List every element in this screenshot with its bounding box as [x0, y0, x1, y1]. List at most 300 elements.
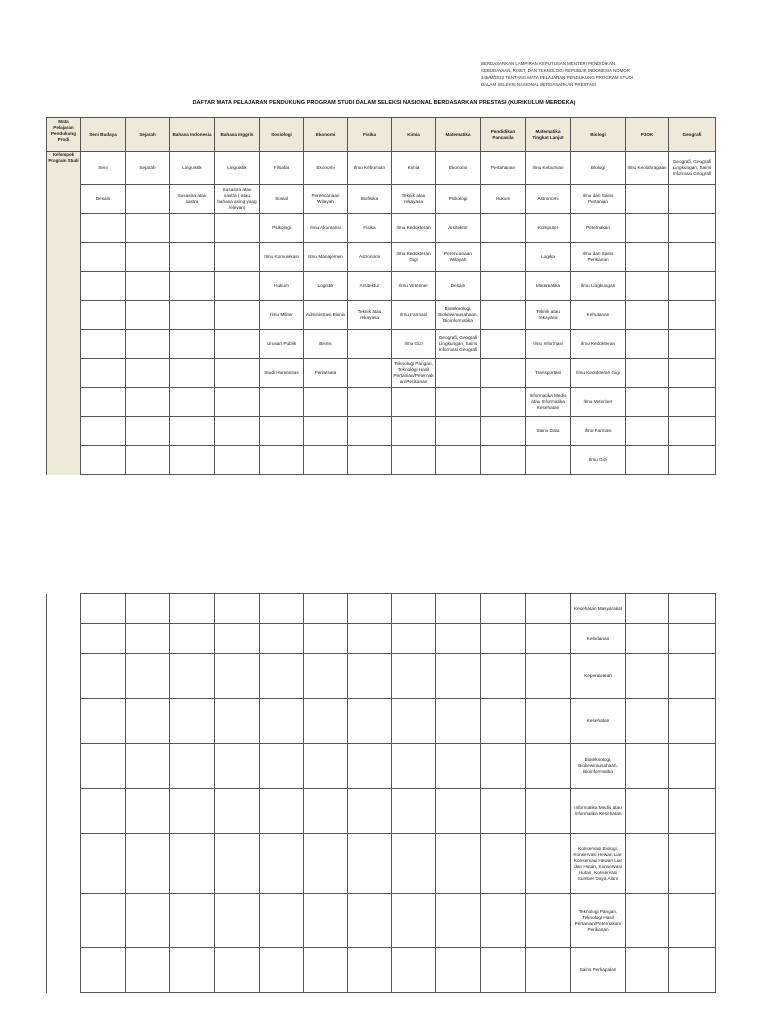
- table-cell: [215, 894, 260, 948]
- reference-note: BERDASARKAN LAMPIRAN KEPUTUSAN MENTERI PENDIDIKAN, KEBUDAYAAN, RISET, DAN TEKNOLOGI REPUBLIK INDONESIA NOMOR 345/M/2022 TENTANG MATA PELAJARAN PENDUKUNG PROGRAM STUDI DALAM SELEKSI NASIONAL BERDASARKAN PRESTASI: [481, 61, 633, 88]
- table-cell: [626, 699, 669, 744]
- table-cell: [304, 624, 348, 654]
- table-cell: [626, 272, 669, 301]
- table-cell: [436, 417, 481, 446]
- table-cell: Ilmu Gizi: [571, 446, 626, 475]
- table-row: [47, 446, 716, 475]
- table-cell: [215, 272, 260, 301]
- table-cell: [170, 789, 215, 834]
- table-cell: Urusan Publik: [260, 330, 304, 359]
- table-cell: [81, 330, 126, 359]
- table-cell: [126, 185, 170, 214]
- corner-header: Mata Pelajaran Pendukung Prodi: [47, 118, 81, 152]
- table-cell: [170, 214, 215, 243]
- table-cell: [215, 594, 260, 624]
- table-cell: [392, 948, 436, 993]
- table-cell: [304, 654, 348, 699]
- table-cell: Astronomi: [526, 185, 571, 214]
- table-cell: [81, 446, 126, 475]
- table-cell: [626, 185, 669, 214]
- table-cell: [481, 834, 526, 894]
- table-cell: [481, 594, 526, 624]
- table-cell: [170, 272, 215, 301]
- row-group-cell: [47, 699, 81, 744]
- table-cell: [481, 272, 526, 301]
- table-cell: [126, 214, 170, 243]
- table-cell: Informatika Medis atau Informatika Kesehatan: [571, 789, 626, 834]
- table-cell: [436, 654, 481, 699]
- table-cell: [392, 789, 436, 834]
- column-header: Sejarah: [126, 118, 170, 152]
- table-cell: [348, 417, 392, 446]
- row-group-cell: [47, 834, 81, 894]
- row-group-cell: [47, 624, 81, 654]
- table-cell: [260, 388, 304, 417]
- table-cell: [215, 388, 260, 417]
- table-cell: [526, 594, 571, 624]
- table-cell: Geografi, Geografi Lingkungan, Sains Informasi Geografi: [436, 330, 481, 359]
- row-group-cell: [47, 744, 81, 789]
- table-row: [47, 624, 716, 654]
- table-cell: [669, 624, 716, 654]
- table-cell: Bioteknologi, Biokewirausahaan, Bioinformatika: [571, 744, 626, 789]
- table-cell: [626, 789, 669, 834]
- table-cell: [126, 446, 170, 475]
- table-cell: Kesehatan Masyarakat: [571, 594, 626, 624]
- table-cell: Susastra atau sastra: [170, 185, 215, 214]
- column-header: Ekonomi: [304, 118, 348, 152]
- table-cell: [436, 388, 481, 417]
- table-cell: [481, 301, 526, 330]
- table-cell: [436, 744, 481, 789]
- table-cell: Arsitektur: [436, 214, 481, 243]
- table-cell: [626, 624, 669, 654]
- table-row: [47, 699, 716, 744]
- table-cell: [170, 359, 215, 388]
- table-cell: Hukum: [481, 185, 526, 214]
- table-cell: [81, 272, 126, 301]
- table-cell: Pariwisata: [304, 359, 348, 388]
- table-cell: Psikologi: [260, 214, 304, 243]
- table-row: [47, 388, 716, 417]
- table-cell: [436, 789, 481, 834]
- table-cell: [81, 243, 126, 272]
- table-cell: Seni: [81, 152, 126, 185]
- table-cell: [215, 834, 260, 894]
- table-cell: [526, 948, 571, 993]
- table-cell: [436, 894, 481, 948]
- row-group-cell: [47, 417, 81, 446]
- table-cell: Sosial: [260, 185, 304, 214]
- table-cell: Matematika: [526, 272, 571, 301]
- table-cell: [81, 789, 126, 834]
- table-cell: [526, 624, 571, 654]
- table-cell: Ilmu Veteriner: [571, 388, 626, 417]
- row-group-cell: [47, 654, 81, 699]
- table-cell: [392, 594, 436, 624]
- table-cell: [170, 948, 215, 993]
- subject-table-continued: [46, 593, 716, 993]
- column-header: Pendidikan Pancasila: [481, 118, 526, 152]
- table-cell: [481, 624, 526, 654]
- table-cell: [304, 948, 348, 993]
- table-cell: [215, 214, 260, 243]
- table-cell: [215, 359, 260, 388]
- table-cell: [348, 789, 392, 834]
- table-cell: [260, 894, 304, 948]
- table-cell: [215, 243, 260, 272]
- table-cell: [126, 948, 170, 993]
- table-cell: Sains Data: [526, 417, 571, 446]
- table-cell: Kesehatan: [571, 699, 626, 744]
- table-cell: [481, 417, 526, 446]
- table-cell: Pertahanan: [481, 152, 526, 185]
- table-cell: Komputer: [526, 214, 571, 243]
- table-cell: Desain: [81, 185, 126, 214]
- table-cell: [304, 594, 348, 624]
- table-cell: Administrasi Bisnis: [304, 301, 348, 330]
- table-cell: [81, 624, 126, 654]
- subject-table: [46, 117, 716, 475]
- table-cell: [170, 301, 215, 330]
- table-cell: [215, 446, 260, 475]
- table-cell: [526, 834, 571, 894]
- table-cell: [669, 594, 716, 624]
- table-cell: Kimia: [392, 152, 436, 185]
- table-cell: [436, 624, 481, 654]
- table-cell: Perencanaan Wilayah: [436, 243, 481, 272]
- table-cell: [526, 699, 571, 744]
- table-cell: [626, 214, 669, 243]
- table-cell: [436, 594, 481, 624]
- table-cell: [170, 594, 215, 624]
- table-cell: [436, 359, 481, 388]
- table-cell: [81, 834, 126, 894]
- table-cell: [526, 789, 571, 834]
- row-group-cell: [47, 243, 81, 272]
- table-cell: [304, 834, 348, 894]
- table-cell: [669, 744, 716, 789]
- table-cell: [669, 789, 716, 834]
- table-cell: [481, 388, 526, 417]
- table-row: [47, 272, 716, 301]
- table-cell: [304, 894, 348, 948]
- column-header: Sosiologi: [260, 118, 304, 152]
- table-cell: [626, 744, 669, 789]
- table-cell: [81, 388, 126, 417]
- table-row: [47, 744, 716, 789]
- table-cell: [260, 654, 304, 699]
- table-cell: [126, 359, 170, 388]
- column-header: Kimia: [392, 118, 436, 152]
- table-cell: [170, 654, 215, 699]
- column-header: Geografi: [669, 118, 716, 152]
- table-cell: [260, 834, 304, 894]
- table-cell: Ilmu Kebumian: [526, 152, 571, 185]
- column-header: Biologi: [571, 118, 626, 152]
- table-cell: [170, 446, 215, 475]
- table-cell: [215, 417, 260, 446]
- table-cell: Teknik atau rekayasa: [526, 301, 571, 330]
- table-cell: [126, 330, 170, 359]
- table-cell: Teknologi Pangan, Teknologi Hasil Pertanian/Peternakan/Perikanan: [392, 359, 436, 388]
- table-cell: [304, 388, 348, 417]
- table-cell: Geografi, Geografi Lingkungan, Sains Informasi Geografi: [669, 152, 716, 185]
- table-cell: [126, 654, 170, 699]
- table-cell: Fisika: [348, 214, 392, 243]
- table-cell: [348, 894, 392, 948]
- table-cell: [126, 789, 170, 834]
- table-cell: [304, 744, 348, 789]
- table-cell: [526, 446, 571, 475]
- row-group-cell: [47, 301, 81, 330]
- table-cell: [304, 446, 348, 475]
- row-group-cell: [47, 214, 81, 243]
- table-cell: [215, 654, 260, 699]
- table-cell: [669, 388, 716, 417]
- table-cell: Ekonomi: [436, 152, 481, 185]
- table-cell: [626, 388, 669, 417]
- table-cell: [436, 699, 481, 744]
- table-cell: [215, 699, 260, 744]
- column-header: Bahasa Inggris: [215, 118, 260, 152]
- table-cell: Transportasi: [526, 359, 571, 388]
- table-cell: [81, 894, 126, 948]
- table-cell: Ilmu Kedokteran: [571, 330, 626, 359]
- table-cell: Ilmu Kedokteran Gigi: [571, 359, 626, 388]
- table-row: [47, 948, 716, 993]
- table-cell: Kebidanan: [571, 624, 626, 654]
- table-cell: [81, 699, 126, 744]
- table-row: [47, 834, 716, 894]
- table-cell: [669, 699, 716, 744]
- header-row: [47, 118, 716, 152]
- table-cell: [392, 894, 436, 948]
- table-cell: [392, 417, 436, 446]
- table-cell: [481, 330, 526, 359]
- table-cell: [626, 243, 669, 272]
- column-header: Matematika Tingkat Lanjut: [526, 118, 571, 152]
- table-row: [47, 301, 716, 330]
- table-cell: [626, 446, 669, 475]
- table-cell: [170, 243, 215, 272]
- table-cell: [215, 301, 260, 330]
- table-cell: [170, 330, 215, 359]
- table-cell: Susastra atau sastra ( atau bahasa asing yang relevan): [215, 185, 260, 214]
- table-cell: [481, 243, 526, 272]
- table-cell: [481, 894, 526, 948]
- table-cell: [81, 214, 126, 243]
- table-row: [47, 243, 716, 272]
- table-cell: [304, 699, 348, 744]
- table-cell: [81, 654, 126, 699]
- table-cell: [526, 654, 571, 699]
- table-cell: Filsafat: [260, 152, 304, 185]
- table-cell: Ilmu dan Sains Perikanan: [571, 243, 626, 272]
- table-cell: Ilmu Lingkungan: [571, 272, 626, 301]
- table-cell: [126, 301, 170, 330]
- table-cell: [436, 446, 481, 475]
- row-group-cell: [47, 185, 81, 214]
- table-cell: [481, 359, 526, 388]
- table-cell: [81, 744, 126, 789]
- table-cell: Ilmu Gizi: [392, 330, 436, 359]
- table-cell: Ilmu Akuntansi: [304, 214, 348, 243]
- row-group-cell: [47, 388, 81, 417]
- table-cell: [392, 654, 436, 699]
- table-cell: [392, 446, 436, 475]
- table-cell: [436, 948, 481, 993]
- table-cell: Sains Perkapalan: [571, 948, 626, 993]
- table-cell: [126, 388, 170, 417]
- table-cell: [215, 789, 260, 834]
- table-cell: [669, 243, 716, 272]
- row-group-cell: [47, 594, 81, 624]
- table-cell: Sejarah: [126, 152, 170, 185]
- row-group-cell: [47, 446, 81, 475]
- table-cell: [260, 948, 304, 993]
- table-cell: [170, 699, 215, 744]
- table-cell: [669, 834, 716, 894]
- table-cell: Ilmu Kedokteran: [392, 214, 436, 243]
- table-cell: [481, 744, 526, 789]
- row-group-header: Kelompok Program Studi: [47, 152, 81, 185]
- row-group-cell: [47, 359, 81, 388]
- table-cell: Logistik: [304, 272, 348, 301]
- table-cell: Linguistik: [170, 152, 215, 185]
- table-cell: Astronomi: [348, 243, 392, 272]
- document-title: DAFTAR MATA PELAJARAN PENDUKUNG PROGRAM STUDI DALAM SELEKSI NASIONAL BERDASARKAN PRESTASI (KURIKULUM MERDEKA): [192, 100, 576, 106]
- table-cell: [481, 699, 526, 744]
- table-cell: [481, 948, 526, 993]
- table-cell: [260, 699, 304, 744]
- table-cell: Ilmu Kebumian: [348, 152, 392, 185]
- table-cell: [81, 301, 126, 330]
- table-cell: [626, 359, 669, 388]
- table-cell: [626, 301, 669, 330]
- table-cell: Desain: [436, 272, 481, 301]
- table-cell: [626, 894, 669, 948]
- table-cell: [304, 417, 348, 446]
- table-cell: [626, 417, 669, 446]
- table-cell: [126, 594, 170, 624]
- table-cell: [170, 417, 215, 446]
- table-cell: [392, 388, 436, 417]
- table-cell: [260, 417, 304, 446]
- table-cell: Ilmu Kedokteran Gigi: [392, 243, 436, 272]
- table-cell: [626, 948, 669, 993]
- table-cell: [669, 417, 716, 446]
- table-cell: [392, 699, 436, 744]
- table-row: [47, 894, 716, 948]
- table-cell: Ilmu Farmasi: [392, 301, 436, 330]
- table-cell: [669, 301, 716, 330]
- table-cell: [348, 330, 392, 359]
- table-cell: [392, 624, 436, 654]
- table-cell: [126, 624, 170, 654]
- table-cell: Keperawatan: [571, 654, 626, 699]
- column-header: PJOK: [626, 118, 669, 152]
- table-cell: [170, 834, 215, 894]
- table-cell: [526, 744, 571, 789]
- table-cell: [348, 594, 392, 624]
- column-header: Matematika: [436, 118, 481, 152]
- table-cell: [669, 948, 716, 993]
- table-row: [47, 330, 716, 359]
- table-cell: [304, 789, 348, 834]
- table-cell: [81, 948, 126, 993]
- table-cell: [392, 834, 436, 894]
- table-cell: [481, 789, 526, 834]
- table-cell: Linguistik: [215, 152, 260, 185]
- table-cell: [669, 894, 716, 948]
- row-group-cell: [47, 894, 81, 948]
- table-cell: Ilmu Militer: [260, 301, 304, 330]
- table-cell: Konservasi Biologi, Konservasi Hewan Liar, Konservasi Hewan Liar dan Hutan, Konservasi Hutan, Konservasi Sumber Daya Alam: [571, 834, 626, 894]
- table-cell: [626, 834, 669, 894]
- table-cell: [170, 388, 215, 417]
- table-cell: [126, 417, 170, 446]
- row-group-cell: [47, 272, 81, 301]
- column-header: Fisika: [348, 118, 392, 152]
- table-cell: [126, 834, 170, 894]
- table-cell: [81, 359, 126, 388]
- table-row: [47, 359, 716, 388]
- table-cell: [215, 624, 260, 654]
- table-cell: Ilmu Komunikasi: [260, 243, 304, 272]
- table-cell: [348, 359, 392, 388]
- table-cell: [348, 654, 392, 699]
- table-cell: [626, 330, 669, 359]
- table-cell: [436, 834, 481, 894]
- table-cell: [215, 744, 260, 789]
- table-cell: Arsitektur: [348, 272, 392, 301]
- table-cell: [126, 272, 170, 301]
- table-cell: Perencanaan Wilayah: [304, 185, 348, 214]
- table-cell: Psikologi: [436, 185, 481, 214]
- table-cell: Ilmu Keolahragaan: [626, 152, 669, 185]
- table-cell: [481, 654, 526, 699]
- table-cell: Teknologi Pangan, Teknologi Hasil Pertanian/Peternakan/ Perikanan: [571, 894, 626, 948]
- row-group-cell: [47, 948, 81, 993]
- table-cell: [348, 388, 392, 417]
- table-cell: [126, 699, 170, 744]
- table-cell: [126, 894, 170, 948]
- table-cell: [481, 446, 526, 475]
- table-cell: [526, 894, 571, 948]
- table-cell: [669, 185, 716, 214]
- table-cell: [348, 948, 392, 993]
- table-cell: [260, 624, 304, 654]
- table-cell: [81, 417, 126, 446]
- table-cell: Kehutanan: [571, 301, 626, 330]
- table-cell: Bioteknologi, Biokewirausahaan, Bioinformatika: [436, 301, 481, 330]
- table-cell: Ilmu Veteriner: [392, 272, 436, 301]
- table-cell: [126, 243, 170, 272]
- table-cell: [260, 446, 304, 475]
- table-cell: Biologi: [571, 152, 626, 185]
- table-cell: [669, 272, 716, 301]
- table-cell: [170, 624, 215, 654]
- table-cell: [669, 359, 716, 388]
- table-row: [47, 789, 716, 834]
- table-cell: [215, 330, 260, 359]
- table-cell: [260, 744, 304, 789]
- table-row: [47, 654, 716, 699]
- table-cell: [260, 789, 304, 834]
- table-cell: [215, 948, 260, 993]
- table-cell: [669, 214, 716, 243]
